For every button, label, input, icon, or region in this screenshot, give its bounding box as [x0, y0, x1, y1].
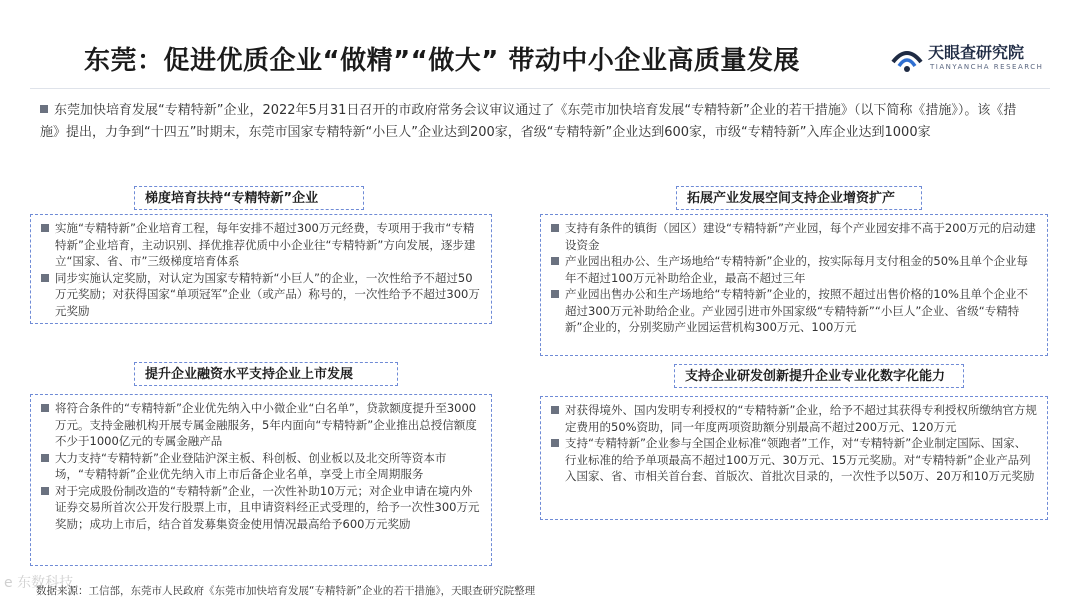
list-item: [41, 400, 481, 450]
list-item-text: 大力支持“专精特新”企业登陆沪深主板、科创板、创业板以及北交所等资本市场，“专精特新”企业优先纳入市上市后备企业名单，享受上市全周期服务: [55, 450, 447, 481]
square-bullet-icon: [41, 404, 49, 412]
list-item-text: 实施“专精特新”企业培育工程，每年安排不超过300万元经费，专项用于我市“专精特新”企业培育，主动识别、择优推荐优质中小企业往“专精特新”方向发展，逐步建立“国家、省、市”三级梯度培育体系: [55, 221, 476, 268]
section-header-industrial-space: 拓展产业发展空间支持企业增资扩产: [676, 186, 922, 210]
page-title: 东莞：促进优质企业“做精”“做大” 带动中小企业高质量发展: [84, 46, 800, 76]
section-header-financing-listing: 提升企业融资水平支持企业上市发展: [134, 362, 398, 386]
list-item: [551, 253, 1037, 286]
square-bullet-icon: [41, 487, 49, 495]
list-item: [41, 483, 481, 533]
section-header-rd-innovation: 支持企业研发创新提升企业专业化数字化能力: [674, 364, 964, 388]
logo-name-en: TIANYANCHA RESEARCH: [930, 63, 1044, 71]
square-bullet-icon: [551, 290, 559, 298]
square-bullet-icon: [41, 454, 49, 462]
title-divider: [30, 88, 1050, 89]
list-item: [41, 220, 481, 270]
intro-paragraph: [40, 100, 1030, 144]
intro-text: 东莞加快培育发展“专精特新”企业，2022年5月31日召开的市政府常务会议审议通过了《东莞市加快培育发展“专精特新”企业的若干措施》（以下简称《措施》）。该《措施》提出，力争到“十四五”时期末，东莞市国家专精特新“小巨人”企业达到200家，省级“专精特新”企业达到600家，市级“专精特新”入库企业达到1000家: [40, 103, 1017, 140]
list-item: [41, 450, 481, 483]
tianyancha-logo-icon: [890, 42, 924, 76]
section-box-industrial-space: [540, 214, 1048, 356]
list-item-text: 产业园出售办公和生产场地给“专精特新”企业的，按照不超过出售价格的10%且单个企业不超过300万元补助给企业。产业园引进市外国家级“专精特新”“小巨人”企业、省级“专精特新”企业的，分别奖励产业园运营机构300万元、100万元: [565, 287, 1028, 334]
watermark: e 东数科技: [4, 575, 74, 591]
data-source-note: 数据来源：工信部，东莞市人民政府《东莞市加快培育发展“专精特新”企业的若干措施》，天眼查研究院整理: [36, 585, 536, 597]
square-bullet-icon: [40, 105, 48, 113]
list-item-text: 支持“专精特新”企业参与全国企业标准“领跑者”工作，对“专精特新”企业制定国际、国家、行业标准的给予单项最高不超过100万元、30万元、15万元奖励。对“专精特新”企业产品列入国家、省、市相关首台套、首版次、首批次目录的，一次性予以50万、20万和10万元奖励: [565, 436, 1035, 483]
logo: [890, 38, 1044, 78]
list-item: [551, 402, 1037, 435]
list-item-text: 支持有条件的镇街（园区）建设“专精特新”产业园，每个产业园安排不高于200万元的启动建设资金: [565, 221, 1036, 252]
section-box-financing-listing: [30, 394, 492, 566]
list-item: [551, 220, 1037, 253]
square-bullet-icon: [551, 439, 559, 447]
list-item-text: 对于完成股份制改造的“专精特新”企业，一次性补助10万元；对企业申请在境内外证券交易所首次公开发行股票上市，且申请资料经正式受理的，给予一次性300万元奖励；成功上市后，结合首发募集资金使用情况最高给予600万元奖励: [55, 483, 480, 531]
list-item-text: 同步实施认定奖励，对认定为国家专精特新“小巨人”的企业，一次性给予不超过50万元奖励；对获得国家“单项冠军”企业（或产品）称号的，一次性给予不超过300万元奖励: [55, 270, 480, 318]
section-header-tiered-cultivation: 梯度培育扶持“专精特新”企业: [134, 186, 364, 210]
list-item-text: 产业园出租办公、生产场地给“专精特新”企业的，按实际每月支付租金的50%且单个企业每年不超过100万元补助给企业，最高不超过三年: [565, 254, 1028, 285]
square-bullet-icon: [551, 257, 559, 265]
square-bullet-icon: [41, 224, 49, 232]
list-item-text: 将符合条件的“专精特新”企业优先纳入中小微企业“白名单”，贷款额度提升至3000万元。支持金融机构开展专属金融服务，5年内面向“专精特新”企业推出总授信额度不少于1000亿元的专属金融产品: [55, 401, 477, 448]
section-box-tiered-cultivation: [30, 214, 492, 324]
square-bullet-icon: [41, 274, 49, 282]
logo-name-cn: 天眼查研究院: [928, 43, 1025, 62]
square-bullet-icon: [551, 406, 559, 414]
section-box-rd-innovation: [540, 396, 1048, 520]
list-item: [551, 286, 1037, 336]
square-bullet-icon: [551, 224, 559, 232]
list-item-text: 对获得境外、国内发明专利授权的“专精特新”企业，给予不超过其获得专利授权所缴纳官方规定费用的50%资助，同一年度两项资助额分别最高不超过200万元、120万元: [565, 403, 1037, 434]
list-item: [551, 435, 1037, 485]
list-item: [41, 270, 481, 320]
